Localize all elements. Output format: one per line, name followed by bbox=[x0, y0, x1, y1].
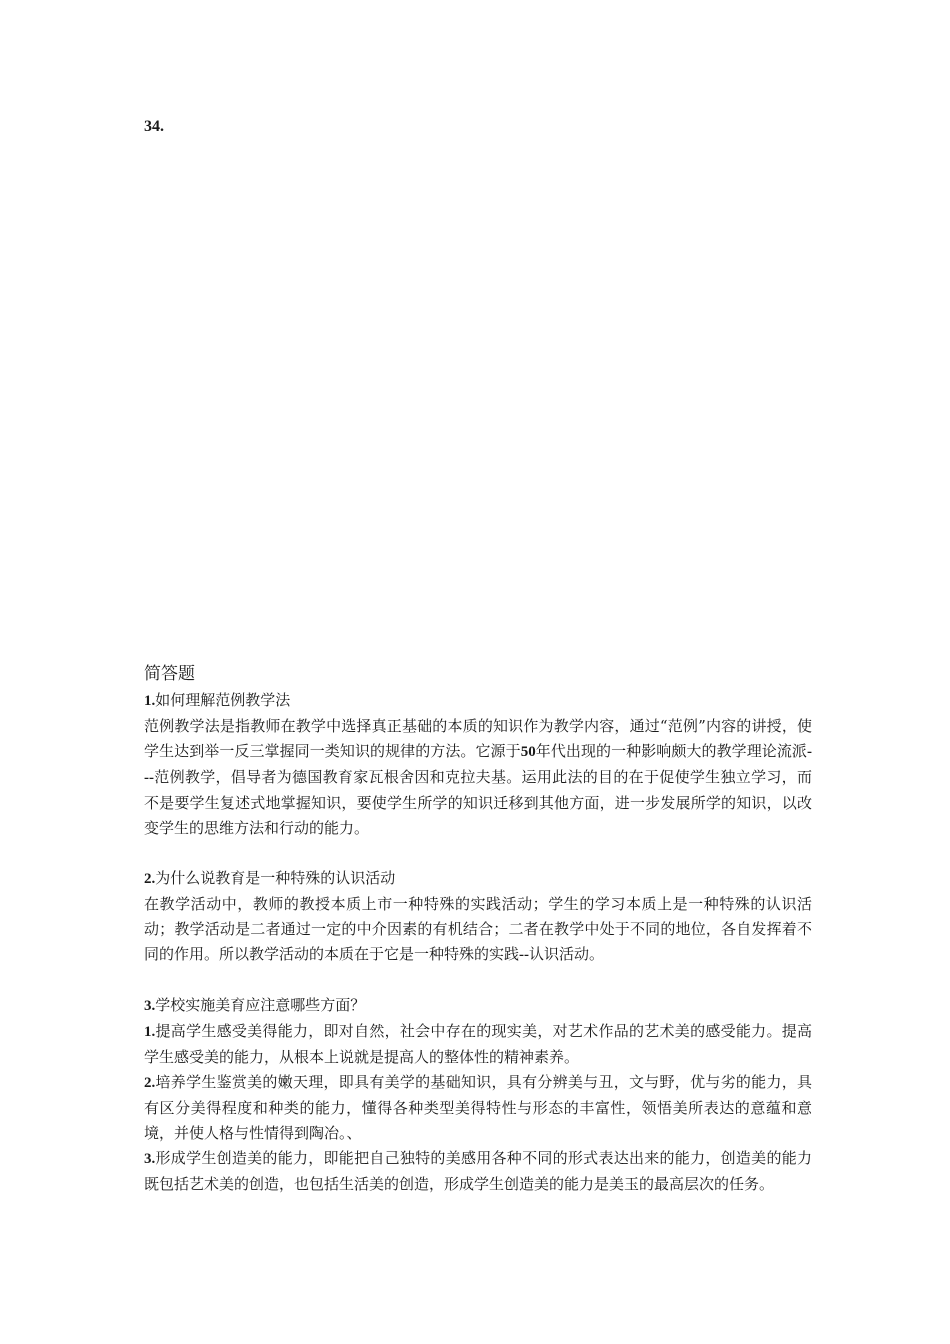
question-3-text: 学校实施美育应注意哪些方面？ bbox=[155, 996, 366, 1014]
short-answer-section bbox=[144, 660, 812, 1197]
question-2-text: 为什么说教育是一种特殊的认识活动 bbox=[155, 869, 396, 887]
question-2-answer bbox=[144, 892, 812, 968]
answer-bold-text: --- bbox=[144, 744, 812, 786]
item-text: 培养学生鉴赏美的嫩天理，即具有美学的基础知识，具有分辨美与丑，文与野，优与劣的能力，具有区分美得程度和种类的能力，懂得各种类型美得特性与形态的丰富性，领悟美所表达的意蕴和意境，并使人格与性情得到陶冶。、 bbox=[144, 1073, 812, 1142]
page-number: 34. bbox=[144, 118, 164, 135]
answer-text: 在教学活动中，教师的教授本质上市一种特殊的实践活动；学生的学习本质上是一种特殊的认识活动；教学活动是二者通过一定的中介因素的有机结合；二者在教学中处于不同的地位，各自发挥着不同的作用。所以教学活动的本质在于它是一种特殊的实践 bbox=[144, 895, 812, 963]
question-3-item-3 bbox=[144, 1146, 812, 1197]
question-2-number: 2. bbox=[144, 871, 156, 887]
answer-text: 范例教学法是指教师在教学中选择真正基础的本质的知识作为教学内容，通过“范例”内容的讲授，使学生达到举一反三掌握同一类知识的规律的方法。它源于 bbox=[144, 717, 812, 760]
question-3-title bbox=[144, 993, 812, 1019]
item-text: 形成学生创造美的能力，即能把自己独特的美感用各种不同的形式表达出来的能力，创造美的能力既包括艺术美的创造，也包括生活美的创造，形成学生创造美的能力是美玉的最高层次的任务。 bbox=[144, 1149, 812, 1193]
item-number: 3. bbox=[144, 1151, 156, 1167]
answer-text: 认识活动。 bbox=[529, 945, 605, 963]
question-3-item-2 bbox=[144, 1070, 812, 1146]
question-1-text: 如何理解范例教学法 bbox=[155, 691, 291, 709]
answer-bold-text: 50 bbox=[520, 744, 536, 760]
question-3-item-1 bbox=[144, 1019, 812, 1070]
answer-text: 年代出现的一种影响颇大的教学理论流派 bbox=[535, 742, 807, 760]
item-number: 2. bbox=[144, 1075, 156, 1091]
paragraph-spacer bbox=[144, 968, 812, 993]
item-number: 1. bbox=[144, 1024, 156, 1040]
question-1-title bbox=[144, 688, 812, 714]
answer-bold-text: -- bbox=[519, 947, 530, 963]
question-1-answer bbox=[144, 714, 812, 841]
question-2-title bbox=[144, 866, 812, 892]
paragraph-spacer bbox=[144, 841, 812, 866]
question-3-number: 3. bbox=[144, 998, 156, 1014]
section-title: 简答题 bbox=[144, 664, 195, 684]
item-text: 提高学生感受美得能力，即对自然，社会中存在的现实美，对艺术作品的艺术美的感受能力。提高学生感受美的能力，从根本上说就是提高人的整体性的精神素养。 bbox=[144, 1022, 812, 1066]
answer-text: 范例教学，倡导者为德国教育家瓦根舍因和克拉夫基。运用此法的目的在于促使学生独立学习，而不是要学生复述式地掌握知识，要使学生所学的知识迁移到其他方面，进一步发展所学的知识，以改变学生的思维方法和行动的能力。 bbox=[144, 768, 812, 837]
question-1-number: 1. bbox=[144, 693, 156, 709]
